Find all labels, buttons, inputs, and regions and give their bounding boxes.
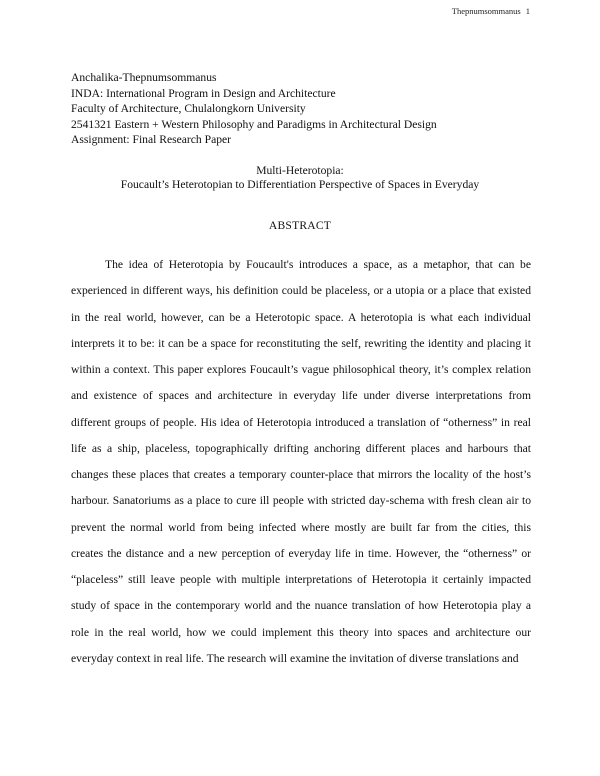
running-head-author: Thepnumsommanus [451,6,521,16]
abstract-body: The idea of Heterotopia by Foucault's introduces a space, as a metaphor, that can be experienced in different ways, his definition could be placeless, or a utopia or a place that existed in the real world, however, can be a Heterotopic space. A heterotopia is what each individual interprets it to be: it can be a space for reconstituting the self, rewriting the identity and placing it within a context. This paper explores Foucault’s vague philosophical theory, it’s complex relation and existence of spaces and architecture in everyday life under diverse interpretations from different groups of people. His idea of Heterotopia introduced a translation of “otherness” in real life as a ship, placeless, topographically drifting anchoring different places and harbours that changes these places that creates a temporary counter-place that mirrors the locality of the host’s harbour. Sanatoriums as a place to cure ill people with stricted day-schema with fresh clean air to prevent the normal world from being infected where mostly are built far from the cities, this creates the distance and a new perception of everyday life in time. However, the “otherness” or “placeless” still leave people with multiple interpretations of Heterotopia it certainly impacted study of space in the contemporary world and the nuance translation of how Heterotopia play a role in the real world, how we could implement this theory into spaces and architecture our everyday context in real life. The research will examine the invitation of diverse translations and [71,258,531,665]
course-name: 2541321 Eastern + Western Philosophy and Paradigms in Architectural Design [71,117,437,131]
author-info-block [71,70,541,148]
program-name: INDA: International Program in Design and Architecture [71,86,336,100]
paper-title [60,164,540,192]
page-number: 1 [525,6,530,16]
running-head [452,6,530,16]
abstract-heading: ABSTRACT [268,219,332,232]
assignment-name: Assignment: Final Research Paper [71,133,232,147]
author-name: Anchalika-Thepnumsommanus [71,71,217,84]
title-line-2: Foucault’s Heterotopian to Differentiation Perspective of Spaces in Everyday [120,178,480,191]
title-line-1: Multi-Heterotopia: [256,164,344,177]
faculty-name: Faculty of Architecture, Chulalongkorn University [71,102,306,116]
